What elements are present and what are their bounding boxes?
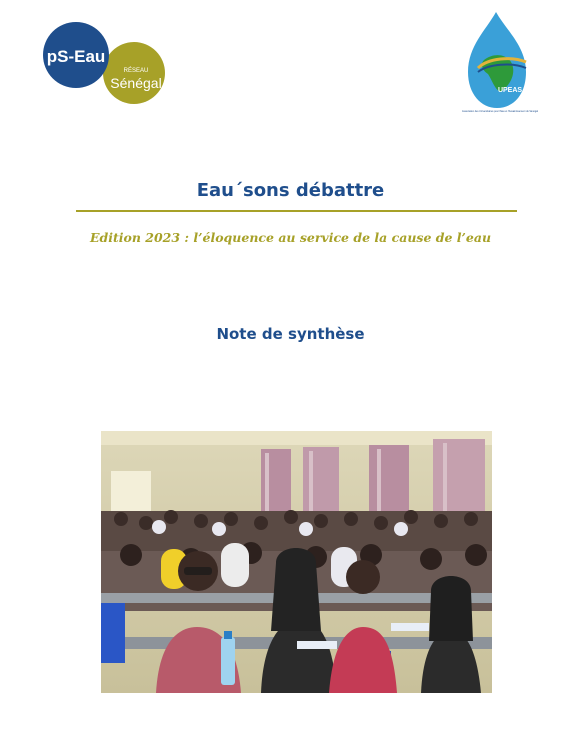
logo-senegal-text: Sénégal bbox=[110, 75, 162, 91]
document-subtitle: Edition 2023 : l’éloquence au service de la cause de l’eau bbox=[89, 230, 492, 245]
audience-photo bbox=[101, 431, 492, 693]
upeas-acronym: UPEAS bbox=[497, 87, 523, 94]
ps-eau-logo bbox=[42, 22, 166, 110]
document-note-heading: Note de synthèse bbox=[216, 325, 365, 343]
logo-ps-eau-text: pS-Eau bbox=[46, 47, 106, 66]
upeas-logo bbox=[460, 10, 540, 114]
logo-reseau-text: RÉSEAU bbox=[123, 68, 149, 74]
upeas-tagline: Association des Universitaires pour l'Eau et l'Assainissement du Sénégal bbox=[462, 109, 539, 113]
title-divider bbox=[76, 210, 517, 212]
document-title: Eau´sons débattre bbox=[196, 180, 385, 201]
